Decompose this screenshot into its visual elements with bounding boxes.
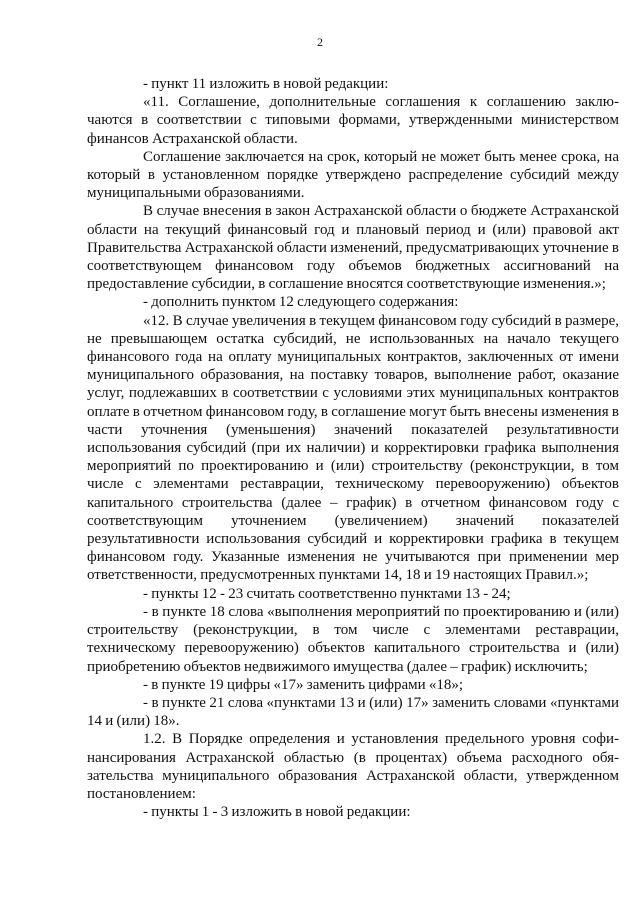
paragraph-item-11-heading: - пункт 11 изложить в новой редакции:: [143, 76, 389, 92]
paragraph-item-12-text: «12. В случае увеличения в текущем финансовом году субсидий в размере, не превышающем остатка субсидий, не использованных на начало текущего финансового года на оплату муниципальных контрактов, заключенных от имени муниципального образования, на поставку товаров, выполнение работ, оказание услуг, подлежавших в соответствии с условиями этих муниципальных контрактов оплате в отчетном финансовом году, в соглашение могут быть внесены изменения в части уточнения (уменьшения) значений показателей результативности использования субсидий (при их наличии) и корректировки графика выполнения мероприятий по проектированию и (или) строительству (реконструкции, в том числе с элементами реставрации, техническому перевооружению) объектов капитального строительства (далее – график) в отчетном финансовом году с соответствующим уточнением (увеличением) значений показателей результативности использования субсидий и корректировки графика в текущем финансовом году. Указанные изменения не учитываются при применении мер ответственности, предусмотренных пунктами 14, 18 и 19 настоящих Правил.»;: [87, 312, 619, 584]
paragraph-law-changes: В случае внесения в закон Астраханской области о бюджете Астраханской области на текущий финансовый год и плановый период и (или) правовой акт Правительства Астраханской области изменений, предусматривающих уточнение в соответствующем финансовом году объемов бюджетных ассигнований на предоставление субсидии, в соглашение вносятся соответствующие изменения.»;: [87, 203, 619, 293]
paragraph-item-21-change: - в пункте 21 слова «пунктами 13 и (или) 17» заменить словами «пунктами 14 и (или) 18».: [87, 694, 619, 730]
paragraph-item-18-change: - в пункте 18 слова «выполнения мероприятий по проектированию и (или) строительству (реконструкции, в том числе с элементами реставрации, техническому перевооружению) объектов капитального строительства и (или) приобретению объектов недвижимого имущества (далее – график) исключить;: [87, 603, 619, 675]
paragraph-item-19-change: - в пункте 19 цифры «17» заменить цифрами «18»;: [143, 676, 464, 693]
paragraph-section-1-2: 1.2. В Порядке определения и установления предельного уровня софинансирования Астраханской областью (в процентах) объема расходного обязательства муниципального образования Астраханской области, утвержденном постановлением:: [87, 731, 619, 802]
document-body: [87, 75, 619, 821]
paragraph-renumber-items: - пункты 12 - 23 считать соответственно пунктами 13 - 24;: [143, 585, 511, 602]
paragraph-item-11-agreement: «11. Соглашение, дополнительные соглашения к соглашению заключаются в соответствии с типовыми формами, утвержденными министерством финансов Астраханской области.: [87, 94, 619, 147]
paragraph-add-item-12: - дополнить пунктом 12 следующего содержания:: [143, 294, 459, 311]
page-number: 2: [317, 35, 323, 49]
paragraph-agreement-term: Соглашение заключается на срок, который не может быть менее срока, на который в установленном порядке утверждено распределение субсидий между муниципальными образованиями.: [87, 148, 619, 202]
paragraph-items-1-3: - пункты 1 - 3 изложить в новой редакции:: [143, 804, 411, 821]
